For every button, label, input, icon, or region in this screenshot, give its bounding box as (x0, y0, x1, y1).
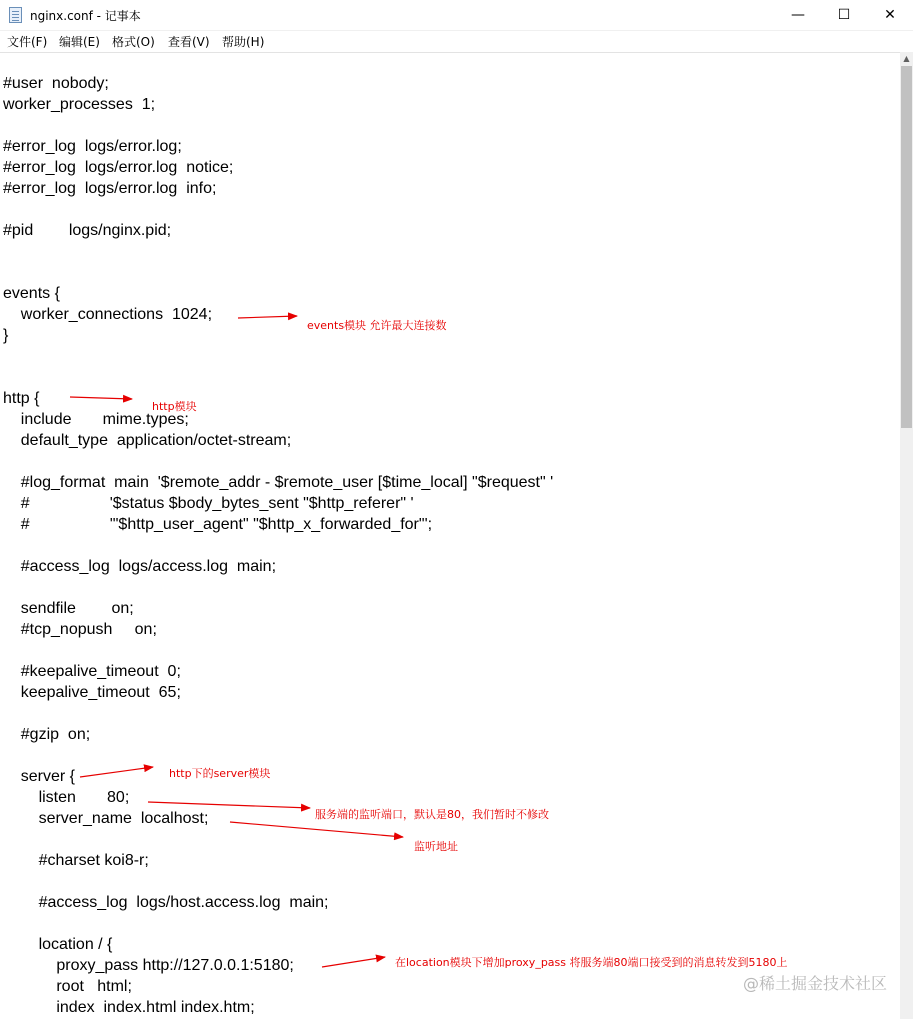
code-line: server { (3, 768, 76, 785)
annotation-server-name: 监听地址 (414, 840, 458, 853)
code-line: worker_connections 1024; (3, 306, 213, 323)
scroll-up-arrow-icon[interactable]: ▲ (903, 54, 910, 63)
menu-edit[interactable]: 编辑(E) (59, 35, 100, 49)
close-button[interactable]: ✕ (884, 7, 896, 23)
code-line: #tcp_nopush on; (3, 621, 157, 638)
menu-help[interactable]: 帮助(H) (222, 35, 265, 49)
annotation-events: events模块 允许最大连接数 (307, 319, 447, 332)
maximize-button[interactable]: ☐ (837, 7, 851, 23)
vertical-scrollbar[interactable] (900, 52, 913, 1019)
code-line: #gzip on; (3, 726, 91, 743)
text-editor[interactable] (0, 52, 900, 1020)
code-line: #error_log logs/error.log notice; (3, 159, 234, 176)
annotation-location: 在location模块下增加proxy_pass 将服务端80端口接受到的消息转发到5180上 (395, 956, 788, 969)
code-line: sendfile on; (3, 600, 134, 617)
notepad-icon (9, 7, 22, 23)
code-line: #log_format main '$remote_addr - $remote_user [$time_local] "$request" ' (3, 474, 554, 491)
code-line: index index.html index.htm; (3, 999, 255, 1016)
menu-format[interactable]: 格式(O) (112, 35, 155, 49)
minimize-button[interactable]: — (791, 7, 805, 23)
code-line: listen 80; (3, 789, 130, 806)
menu-bar (0, 31, 913, 51)
code-line: keepalive_timeout 65; (3, 684, 181, 701)
scroll-thumb[interactable] (901, 66, 912, 428)
code-line: server_name localhost; (3, 810, 209, 827)
code-line: # '"$http_user_agent" "$http_x_forwarded_for"'; (3, 516, 433, 533)
code-line: #error_log logs/error.log info; (3, 180, 217, 197)
menu-file[interactable]: 文件(F) (7, 35, 48, 49)
code-line: location / { (3, 936, 113, 953)
code-line: #access_log logs/access.log main; (3, 558, 277, 575)
code-line: http { (3, 390, 40, 407)
code-line: # '$status $body_bytes_sent "$http_referer" ' (3, 495, 414, 512)
code-line: #error_log logs/error.log; (3, 138, 182, 155)
code-line: #access_log logs/host.access.log main; (3, 894, 329, 911)
code-line: #keepalive_timeout 0; (3, 663, 181, 680)
code-line: #pid logs/nginx.pid; (3, 222, 172, 239)
watermark: @稀土掘金技术社区 (742, 974, 887, 993)
code-line: events { (3, 285, 60, 302)
code-line: root html; (3, 978, 132, 995)
code-line: proxy_pass http://127.0.0.1:5180; (3, 957, 294, 974)
code-line: #user nobody; (3, 75, 109, 92)
menu-view[interactable]: 查看(V) (168, 35, 210, 49)
code-line: } (3, 327, 9, 344)
window-title: nginx.conf - 记事本 (30, 9, 141, 23)
code-line: default_type application/octet-stream; (3, 432, 292, 449)
annotation-http: http模块 (152, 400, 197, 413)
code-line: include mime.types; (3, 411, 189, 428)
annotation-listen: 服务端的监听端口，默认是80，我们暂时不修改 (315, 808, 549, 821)
title-bar (0, 0, 913, 31)
annotation-server: http下的server模块 (169, 767, 271, 780)
code-line: worker_processes 1; (3, 96, 156, 113)
code-line: #charset koi8-r; (3, 852, 149, 869)
